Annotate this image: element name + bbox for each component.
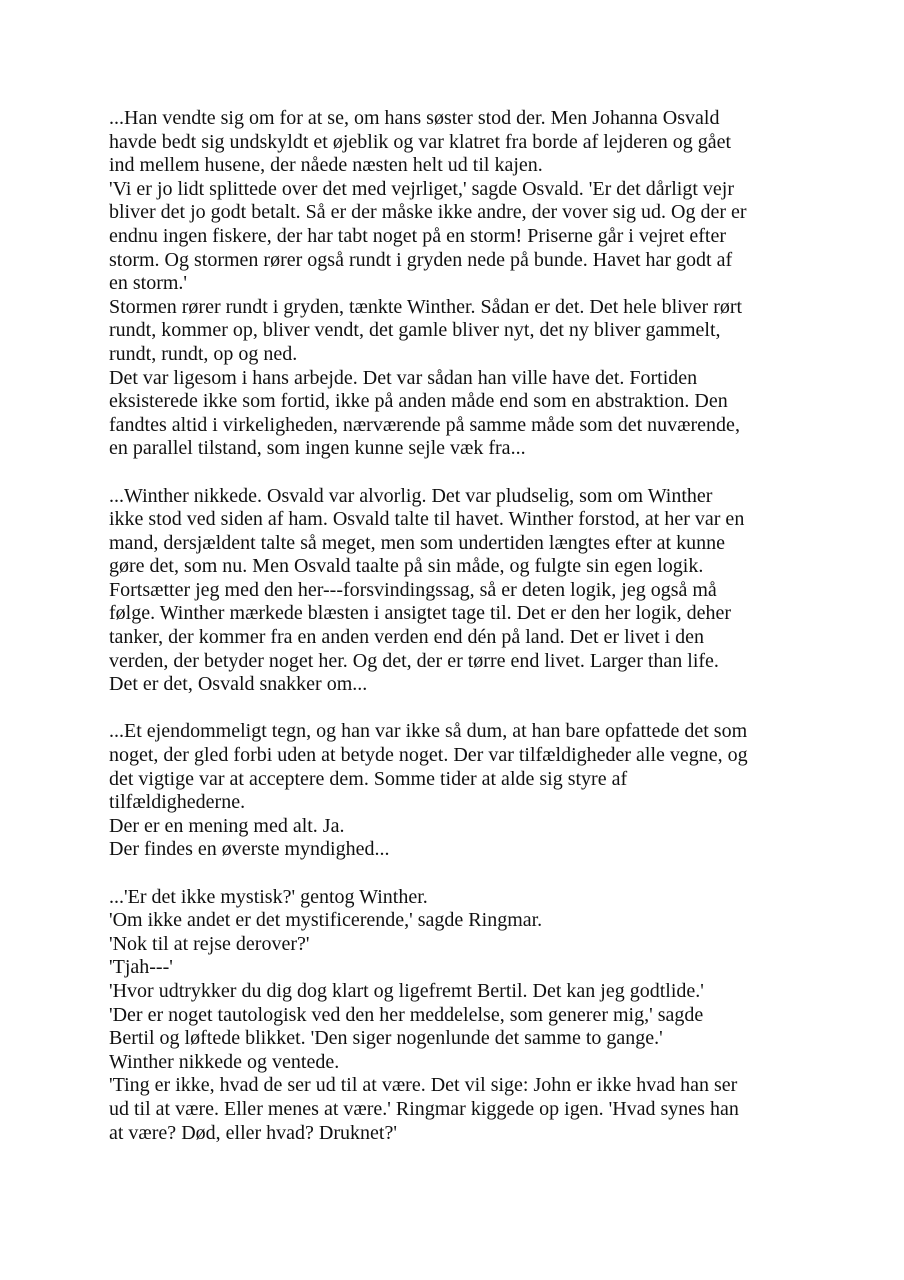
text-line: følge. Winther mærkede blæsten i ansigtet tage til. Det er den her logik, deher <box>109 602 731 625</box>
text-line: ...Winther nikkede. Osvald var alvorlig. Det var pludselig, som om Winther <box>109 484 713 507</box>
text-line: fandtes altid i virkeligheden, nærværende på samme måde som det nuværende, <box>109 413 740 436</box>
text-line: rundt, kommer op, bliver vendt, det gamle bliver nyt, det ny bliver gammelt, <box>109 319 721 342</box>
text-line: Winther nikkede og ventede. <box>109 1050 340 1073</box>
text-line: Der findes en øverste myndighed... <box>109 838 390 861</box>
paragraph-2 <box>109 485 809 697</box>
text-line: endnu ingen fiskere, der har tabt noget på en storm! Priserne går i vejret efter <box>109 224 726 247</box>
text-line: en storm.' <box>109 272 188 295</box>
text-line: Det er det, Osvald snakker om... <box>109 673 368 696</box>
text-line: ikke stod ved siden af ham. Osvald talte til havet. Winther forstod, at her var en <box>109 508 745 531</box>
paragraph-gap <box>109 461 809 485</box>
text-line: ...Han vendte sig om for at se, om hans søster stod der. Men Johanna Osvald <box>109 107 720 129</box>
text-line: eksisterede ikke som fortid, ikke på anden måde end som en abstraktion. Den <box>109 390 728 413</box>
text-line: storm. Og stormen rører også rundt i gryden nede på bunde. Havet har godt af <box>109 248 733 271</box>
text-line: en parallel tilstand, som ingen kunne sejle væk fra... <box>109 437 526 460</box>
text-line: at være? Død, eller hvad? Druknet?' <box>109 1121 397 1144</box>
text-line: tanker, der kommer fra en anden verden end dén på land. Det er livet i den <box>109 626 705 649</box>
text-line: ...Et ejendommeligt tegn, og han var ikke så dum, at han bare opfattede det som <box>109 720 748 743</box>
paragraph-3 <box>109 720 809 862</box>
text-line: 'Der er noget tautologisk ved den her meddelelse, som generer mig,' sagde <box>109 1003 704 1026</box>
text-line: 'Nok til at rejse derover?' <box>109 932 310 955</box>
text-line: ind mellem husene, der nåede næsten helt ud til kajen. <box>109 154 543 177</box>
text-line: mand, dersjældent talte så meget, men som undertiden længtes efter at kunne <box>109 531 725 554</box>
text-line: Stormen rører rundt i gryden, tænkte Winther. Sådan er det. Det hele bliver rørt <box>109 295 743 318</box>
text-line: 'Tjah---' <box>109 956 173 979</box>
paragraph-4 <box>109 886 809 1146</box>
text-line: noget, der gled forbi uden at betyde noget. Der var tilfældigheder alle vegne, og <box>109 744 748 767</box>
text-line: havde bedt sig undskyldt et øjeblik og var klatret fra borde af lejderen og gået <box>109 130 732 153</box>
text-line: rundt, rundt, op og ned. <box>109 342 298 365</box>
text-line: 'Hvor udtrykker du dig dog klart og ligefremt Bertil. Det kan jeg godtlide.' <box>109 979 704 1002</box>
paragraph-1 <box>109 107 809 461</box>
text-line: verden, der betyder noget her. Og det, der er tørre end livet. Larger than life. <box>109 649 719 672</box>
text-line: Der er en mening med alt. Ja. <box>109 814 345 837</box>
document-page <box>109 107 809 1145</box>
paragraph-gap <box>109 862 809 886</box>
text-line: Det var ligesom i hans arbejde. Det var sådan han ville have det. Fortiden <box>109 366 698 389</box>
text-line: tilfældighederne. <box>109 791 246 814</box>
text-line: det vigtige var at acceptere dem. Somme tider at alde sig styre af <box>109 767 628 790</box>
text-line: ...'Er det ikke mystisk?' gentog Winther. <box>109 885 428 908</box>
text-line: 'Om ikke andet er det mystificerende,' sagde Ringmar. <box>109 909 543 932</box>
text-line: 'Ting er ikke, hvad de ser ud til at være. Det vil sige: John er ikke hvad han ser <box>109 1074 738 1097</box>
text-line: Bertil og løftede blikket. 'Den siger nogenlunde det samme to gange.' <box>109 1027 663 1050</box>
text-line: ud til at være. Eller menes at være.' Ringmar kiggede op igen. 'Hvad synes han <box>109 1097 739 1120</box>
paragraph-gap <box>109 697 809 721</box>
text-line: bliver det jo godt betalt. Så er der måske ikke andre, der vover sig ud. Og der er <box>109 201 747 224</box>
text-line: 'Vi er jo lidt splittede over det med vejrliget,' sagde Osvald. 'Er det dårligt vejr <box>109 177 734 200</box>
text-line: Fortsætter jeg med den her---forsvindingssag, så er deten logik, jeg også må <box>109 578 717 601</box>
text-line: gøre det, som nu. Men Osvald taalte på sin måde, og fulgte sin egen logik. <box>109 555 704 578</box>
